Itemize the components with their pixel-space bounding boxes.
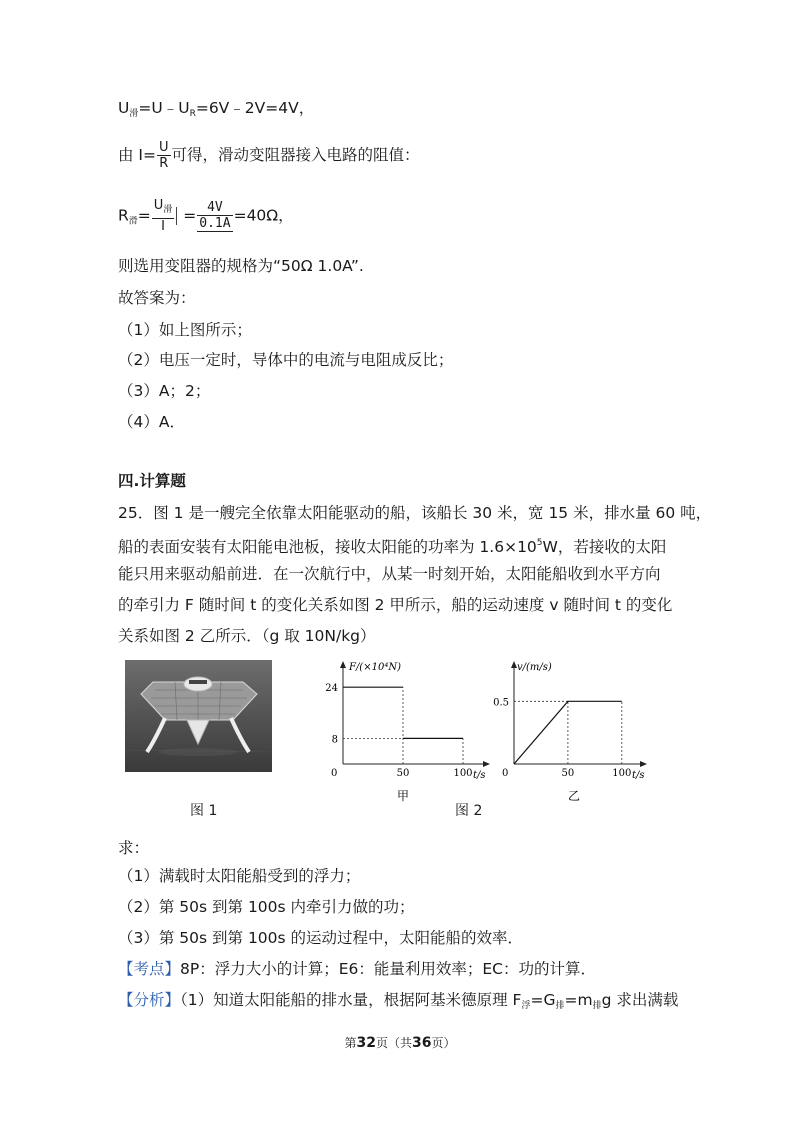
question-item: （2）第 50s 到第 100s 内牵引力做的功； xyxy=(118,898,415,916)
answer-item: （2）电压一定时，导体中的电流与电阻成反比； xyxy=(118,351,454,369)
question-item: （3）第 50s 到第 100s 的运动过程中，太阳能船的效率． xyxy=(118,929,524,947)
figure-1-label: 图 1 xyxy=(190,803,218,819)
x-tick-label: 100 xyxy=(453,768,473,779)
problem-line: 25．图 1 是一艘完全依靠太阳能驱动的船，该船长 30 米，宽 15 米，排水量 60 吨， xyxy=(118,504,712,522)
question-item: （1）满载时太阳能船受到的浮力； xyxy=(118,867,361,885)
velocity-time-chart xyxy=(470,658,660,808)
equation-line-1: $U_滑=U﹣U_R=6V﹣2V=4V$， xyxy=(118,99,315,119)
y-axis-label: v/(m/s) xyxy=(517,662,552,673)
y-tick-label: 24 xyxy=(325,683,338,695)
equation-line-2: 由 I= $\frac{U}{R}$ 可得，滑动变阻器接入电路的阻值： xyxy=(118,140,420,171)
x-axis-arrow xyxy=(640,761,647,767)
y-axis-label: F/(×10⁴N) xyxy=(349,662,401,673)
force-time-chart xyxy=(305,658,495,808)
fraction-4v-over-01a: $\frac{4V}{0.1A}$ xyxy=(199,200,231,231)
page-footer: 第32页（共36页） xyxy=(344,1035,456,1051)
problem-line: 能只用来驱动船前进．在一次航行中，从某一时刻开始，太阳能船收到水平方向 xyxy=(118,565,661,583)
kaodian-tag: 【考点】 xyxy=(118,960,181,978)
x-axis-label: t/s xyxy=(632,770,645,781)
conclusion-line: 则选用变阻器的规格为“50Ω 1.0A”. xyxy=(118,257,364,275)
fraction-u-over-r: $\frac{U}{R}$ xyxy=(159,140,169,171)
ask-line: 求： xyxy=(118,839,150,857)
chart-caption: 甲 xyxy=(396,789,410,803)
fenxi-line: 【分析】（1）知道太阳能船的排水量，根据阿基米德原理 $F_浮=G_排=m_排g$ 求出满载 xyxy=(118,991,679,1011)
solar-boat-photo xyxy=(125,660,272,772)
figure-2-label: 图 2 xyxy=(455,803,483,819)
answer-item: （3）A；2； xyxy=(118,382,211,400)
answer-header: 故答案为： xyxy=(118,289,196,307)
kaodian-line: 【考点】8P：浮力大小的计算；E6：能量利用效率；EC：功的计算． xyxy=(118,960,596,978)
problem-line: 关系如图 2 乙所示．（g 取 10N/kg） xyxy=(118,627,376,645)
y-tick-label: 8 xyxy=(331,734,338,746)
fraction-u-slide-over-i: $\frac{U_滑}{I}$ xyxy=(153,198,173,234)
answer-item: （4）A． xyxy=(118,413,185,431)
equation-line-3: $R_滑=$ $\frac{U_滑}{I}$ = $\frac{4V}{0.1A}$ =40Ω， xyxy=(118,198,294,234)
chart-caption: 乙 xyxy=(567,789,581,803)
problem-line: 船的表面安装有太阳能电池板，接收太阳能的功率为 $1.6\times 10^5W$，若接收的太阳 xyxy=(118,538,667,556)
problem-line: 的牵引力 F 随时间 t 的变化关系如图 2 甲所示，船的运动速度 v 随时间 t 的变化 xyxy=(118,596,673,614)
y-tick-label: 0.5 xyxy=(493,697,509,709)
x-tick-label: 50 xyxy=(396,768,410,779)
answer-item: （1）如上图所示； xyxy=(118,321,252,339)
fenxi-tag: 【分析】 xyxy=(118,991,181,1009)
origin-label: 0 xyxy=(502,768,509,779)
x-tick-label: 50 xyxy=(561,768,575,779)
section-title: 四.计算题 xyxy=(118,472,186,490)
origin-label: 0 xyxy=(331,768,338,779)
x-axis-label: t/s xyxy=(473,770,486,781)
x-tick-label: 100 xyxy=(612,768,632,779)
y-axis-arrow xyxy=(340,661,346,668)
